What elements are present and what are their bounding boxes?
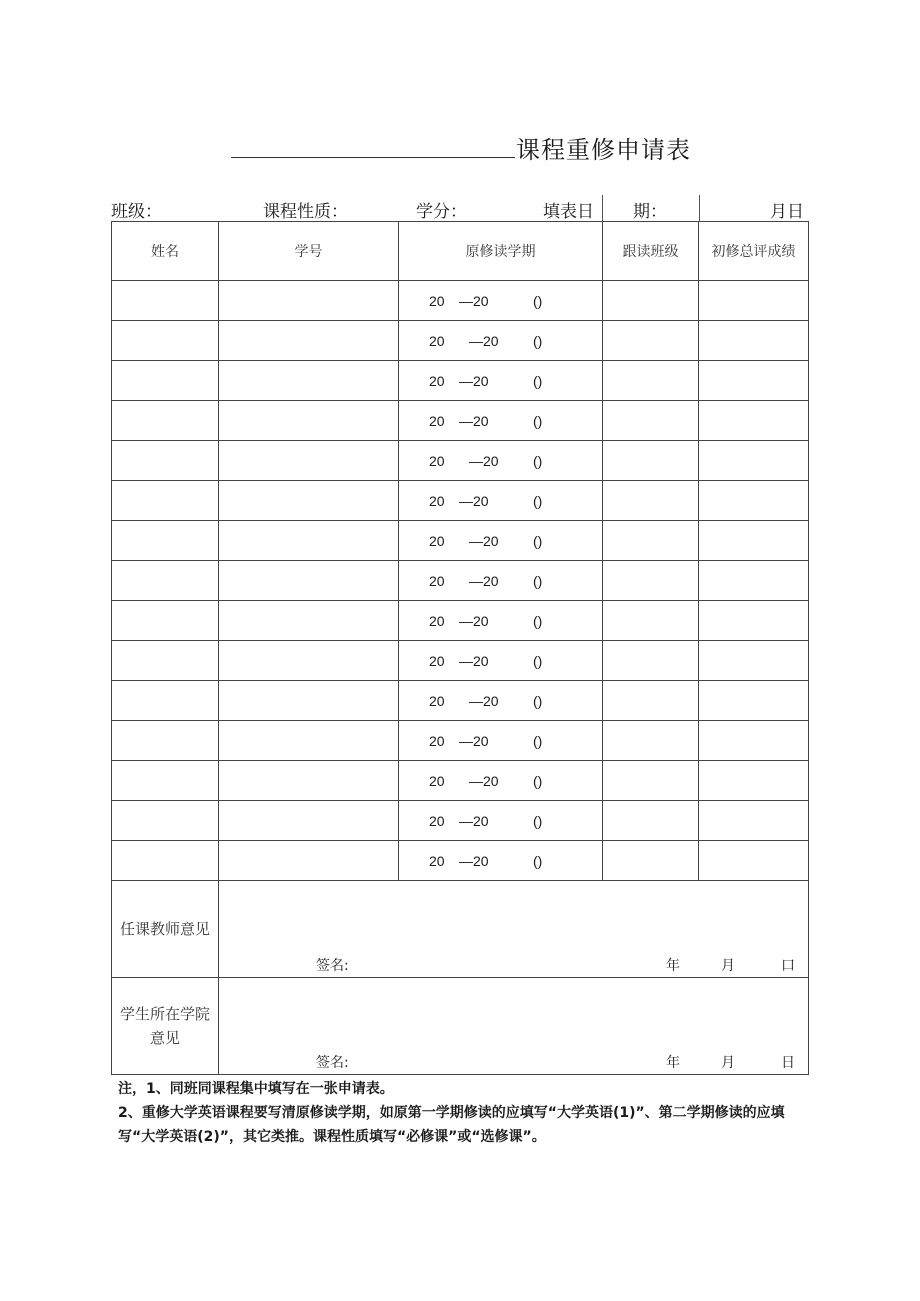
name-cell[interactable]	[112, 521, 219, 561]
follow-class-cell[interactable]	[603, 561, 699, 601]
follow-class-cell[interactable]	[603, 281, 699, 321]
college-opinion-line2: 意见	[149, 1029, 180, 1047]
semester-cell[interactable]	[399, 521, 603, 561]
semester-end: —20	[459, 413, 489, 429]
column-header-grade: 初修总评成绩	[699, 222, 809, 281]
semester-term: ()	[533, 453, 543, 469]
semester-end: —20	[469, 693, 499, 709]
semester-end: —20	[459, 733, 489, 749]
grade-cell[interactable]	[699, 401, 809, 441]
table-row	[112, 561, 809, 601]
semester-cell[interactable]	[399, 761, 603, 801]
table-row	[112, 681, 809, 721]
table-row	[112, 521, 809, 561]
teacher-opinion-row	[112, 881, 809, 978]
semester-cell[interactable]	[399, 561, 603, 601]
semester-end: —20	[469, 573, 499, 589]
table-row	[112, 481, 809, 521]
semester-start: 20	[429, 453, 445, 469]
follow-class-cell[interactable]	[603, 641, 699, 681]
semester-cell[interactable]	[399, 481, 603, 521]
course-type-label: 课程性质：	[263, 202, 348, 222]
semester-end: —20	[469, 773, 499, 789]
semester-cell[interactable]	[399, 601, 603, 641]
college-opinion-row	[112, 978, 809, 1075]
name-cell[interactable]	[112, 441, 219, 481]
table-row	[112, 361, 809, 401]
semester-end: —20	[459, 373, 489, 389]
student-id-cell[interactable]	[219, 761, 399, 801]
semester-term: ()	[533, 413, 543, 429]
day-label: 日	[781, 1055, 795, 1071]
table-row	[112, 441, 809, 481]
semester-cell[interactable]	[399, 281, 603, 321]
student-id-cell[interactable]	[219, 681, 399, 721]
semester-start: 20	[429, 573, 445, 589]
name-cell[interactable]	[112, 601, 219, 641]
table-row	[112, 641, 809, 681]
column-header-row	[112, 222, 809, 281]
table-row	[112, 761, 809, 801]
student-id-cell[interactable]	[219, 361, 399, 401]
semester-end: —20	[469, 333, 499, 349]
title-row	[0, 128, 920, 164]
semester-end: —20	[459, 613, 489, 629]
header-divider	[602, 195, 603, 221]
note-2: 2、重修大学英语课程要写清原修读学期，如原第一学期修读的应填写“大学英语(1)”、第二学期修读的应填写“大学英语(2)”，其它类推。课程性质填写“必修课”或“选修课”。	[118, 1105, 785, 1145]
column-header-semester: 原修读学期	[399, 222, 603, 281]
student-id-cell[interactable]	[219, 281, 399, 321]
grade-cell[interactable]	[699, 681, 809, 721]
student-id-cell[interactable]	[219, 401, 399, 441]
semester-term: ()	[533, 813, 543, 829]
name-cell[interactable]	[112, 641, 219, 681]
semester-start: 20	[429, 293, 445, 309]
grade-cell[interactable]	[699, 481, 809, 521]
semester-start: 20	[429, 533, 445, 549]
name-cell[interactable]	[112, 401, 219, 441]
grade-cell[interactable]	[699, 281, 809, 321]
name-cell[interactable]	[112, 681, 219, 721]
course-name-blank[interactable]	[231, 157, 515, 158]
semester-cell[interactable]	[399, 841, 603, 881]
header-divider	[699, 195, 700, 221]
student-id-cell[interactable]	[219, 441, 399, 481]
grade-cell[interactable]	[699, 801, 809, 841]
semester-start: 20	[429, 613, 445, 629]
semester-start: 20	[429, 413, 445, 429]
table-row	[112, 841, 809, 881]
grade-cell[interactable]	[699, 361, 809, 401]
semester-start: 20	[429, 693, 445, 709]
month-label: 月	[721, 1055, 735, 1071]
semester-term: ()	[533, 333, 543, 349]
follow-class-cell[interactable]	[603, 721, 699, 761]
semester-cell[interactable]	[399, 441, 603, 481]
semester-end: —20	[459, 853, 489, 869]
semester-cell[interactable]	[399, 721, 603, 761]
semester-start: 20	[429, 853, 445, 869]
student-id-cell[interactable]	[219, 521, 399, 561]
semester-term: ()	[533, 493, 543, 509]
semester-start: 20	[429, 493, 445, 509]
credit-label: 学分：	[416, 202, 467, 222]
semester-term: ()	[533, 693, 543, 709]
follow-class-cell[interactable]	[603, 401, 699, 441]
name-cell[interactable]	[112, 561, 219, 601]
name-cell[interactable]	[112, 801, 219, 841]
semester-end: —20	[459, 493, 489, 509]
follow-class-cell[interactable]	[603, 841, 699, 881]
year-label: 年	[666, 958, 680, 974]
semester-start: 20	[429, 653, 445, 669]
grade-cell[interactable]	[699, 441, 809, 481]
name-cell[interactable]	[112, 761, 219, 801]
semester-end: —20	[459, 653, 489, 669]
table-row	[112, 401, 809, 441]
table-row	[112, 801, 809, 841]
grade-cell[interactable]	[699, 841, 809, 881]
application-table	[111, 221, 809, 1075]
semester-end: —20	[469, 453, 499, 469]
semester-term: ()	[533, 293, 543, 309]
semester-term: ()	[533, 613, 543, 629]
semester-end: —20	[469, 533, 499, 549]
semester-end: —20	[459, 293, 489, 309]
student-id-cell[interactable]	[219, 601, 399, 641]
name-cell[interactable]	[112, 841, 219, 881]
semester-start: 20	[429, 813, 445, 829]
semester-start: 20	[429, 733, 445, 749]
class-label: 班级：	[111, 202, 162, 222]
name-cell[interactable]	[112, 481, 219, 521]
semester-end: —20	[459, 813, 489, 829]
follow-class-cell[interactable]	[603, 601, 699, 641]
semester-term: ()	[533, 373, 543, 389]
period-label: 期：	[633, 202, 667, 222]
semester-start: 20	[429, 373, 445, 389]
column-header-class: 跟读班级	[603, 222, 699, 281]
semester-term: ()	[533, 533, 543, 549]
table-row	[112, 721, 809, 761]
grade-cell[interactable]	[699, 641, 809, 681]
day-label: 口	[781, 958, 795, 974]
name-cell[interactable]	[112, 281, 219, 321]
semester-cell[interactable]	[399, 801, 603, 841]
student-id-cell[interactable]	[219, 561, 399, 601]
grade-cell[interactable]	[699, 521, 809, 561]
follow-class-cell[interactable]	[603, 801, 699, 841]
signature-label: 签名:	[316, 1055, 349, 1071]
follow-class-cell[interactable]	[603, 761, 699, 801]
student-id-cell[interactable]	[219, 481, 399, 521]
page-title: 课程重修申请表	[516, 136, 691, 164]
semester-cell[interactable]	[399, 321, 603, 361]
teacher-opinion-text: 任课教师意见	[119, 920, 210, 938]
teacher-opinion-row-label	[112, 881, 219, 978]
student-id-cell[interactable]	[219, 641, 399, 681]
semester-term: ()	[533, 773, 543, 789]
semester-term: ()	[533, 853, 543, 869]
follow-class-cell[interactable]	[603, 681, 699, 721]
student-id-cell[interactable]	[219, 841, 399, 881]
follow-class-cell[interactable]	[603, 321, 699, 361]
college-opinion-row-content[interactable]	[219, 978, 809, 1075]
semester-start: 20	[429, 773, 445, 789]
college-opinion-row-label	[112, 978, 219, 1075]
semester-cell[interactable]	[399, 641, 603, 681]
semester-cell[interactable]	[399, 361, 603, 401]
table-row	[112, 601, 809, 641]
signature-label: 签名:	[316, 958, 349, 974]
semester-term: ()	[533, 653, 543, 669]
column-header-name: 姓名	[112, 222, 219, 281]
note-1: 注，1、同班同课程集中填写在一张申请表。	[118, 1081, 394, 1097]
month-label: 月	[721, 958, 735, 974]
semester-start: 20	[429, 333, 445, 349]
grade-cell[interactable]	[699, 761, 809, 801]
student-id-cell[interactable]	[219, 801, 399, 841]
name-cell[interactable]	[112, 361, 219, 401]
teacher-opinion-row-content[interactable]	[219, 881, 809, 978]
follow-class-cell[interactable]	[603, 361, 699, 401]
form-header	[111, 195, 807, 221]
month-day-label: 月日	[770, 202, 804, 222]
table-row	[112, 321, 809, 361]
year-label: 年	[666, 1055, 680, 1071]
student-id-cell[interactable]	[219, 721, 399, 761]
grade-cell[interactable]	[699, 321, 809, 361]
semester-cell[interactable]	[399, 681, 603, 721]
student-id-cell[interactable]	[219, 321, 399, 361]
column-header-student-id: 学号	[219, 222, 399, 281]
follow-class-cell[interactable]	[603, 521, 699, 561]
grade-cell[interactable]	[699, 601, 809, 641]
follow-class-cell[interactable]	[603, 441, 699, 481]
name-cell[interactable]	[112, 321, 219, 361]
fill-date-label: 填表日	[543, 202, 594, 222]
table-row	[112, 281, 809, 321]
grade-cell[interactable]	[699, 561, 809, 601]
semester-term: ()	[533, 573, 543, 589]
semester-cell[interactable]	[399, 401, 603, 441]
college-opinion-line1: 学生所在学院	[119, 1005, 210, 1023]
follow-class-cell[interactable]	[603, 481, 699, 521]
grade-cell[interactable]	[699, 721, 809, 761]
name-cell[interactable]	[112, 721, 219, 761]
semester-term: ()	[533, 733, 543, 749]
notes	[118, 1077, 818, 1149]
